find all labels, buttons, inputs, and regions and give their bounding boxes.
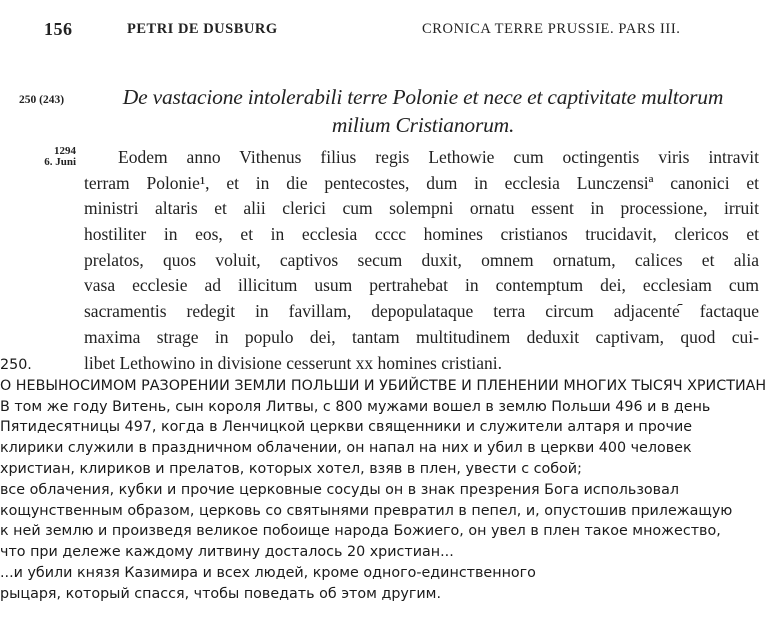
latin-line: ministri altaris et alii clerici cum solempni ornatu essent in processione, irruit — [84, 198, 759, 219]
translation-line: что при дележе каждому литвину досталось 20 христиан... — [0, 544, 454, 561]
translation-line: к ней землю и произведя великое побоище народа Божиего, он увел в плен такое множество, — [0, 523, 721, 540]
translation-heading: О НЕВЫНОСИМОМ РАЗОРЕНИИ ЗЕМЛИ ПОЛЬШИ И УБИЙСТВЕ И ПЛЕНЕНИИ МНОГИХ ТЫСЯЧ ХРИСТИАН — [0, 377, 767, 394]
margin-date — [36, 146, 76, 168]
translation-line: ...и убили князя Казимира и всех людей, кроме одного-единственного — [0, 564, 536, 581]
translation-line: В том же году Витень, сын короля Литвы, с 800 мужами вошел в землю Польши 496 и в день — [0, 398, 711, 415]
margin-day: 6. Juni — [44, 156, 76, 168]
russian-translation — [0, 355, 774, 605]
translation-chapter-number: 250. — [0, 357, 32, 373]
chapter-number: 250 (243) — [19, 94, 65, 106]
page-number: 156 — [44, 19, 73, 39]
latin-line: prelatos, quos voluit, captivos secum duxit, omnem ornatum, calices et alia — [84, 249, 759, 270]
latin-line: libet Lethowino in divisione cesserunt xx homines cristiani. — [84, 352, 502, 373]
translation-line: Пятидесятницы 497, когда в Ленчицкой церкви священники и служители алтаря и прочие — [0, 419, 693, 436]
chapter-title — [92, 83, 754, 139]
translation-line: христиан, клириков и прелатов, которых хотел, взяв в плен, увести с собой; — [0, 460, 582, 477]
latin-line: maxima strage in populo dei, tantam multitudinem deduxit captivam, quod cui- — [84, 326, 759, 347]
translation-line: кощунственным образом, церковь со святынями превратил в пепел, и, опустошив прилежащую — [0, 502, 733, 519]
latin-line: hostiliter in eos, et in ecclesia cccc homines cristianos trucidavit, clericos et — [84, 224, 759, 245]
latin-line: sacramentis redegit in favillam, depopulataque terra circum adjacente᷇ factaque — [84, 301, 759, 322]
translation-line: все облачения, кубки и прочие церковные сосуды он в знак презрения Бога использовал — [0, 481, 679, 498]
chapter-title-line: milium Cristianorum. — [331, 113, 515, 137]
latin-line: terram Polonie¹, et in die pentecostes, dum in ecclesia Lunczensiª canonici et — [84, 172, 759, 193]
translation-line: рыцаря, который спасся, чтобы поведать об этом другим. — [0, 585, 442, 602]
running-author: PETRI DE DUSBURG — [127, 21, 278, 37]
margin-year: 1294 — [54, 145, 76, 157]
translation-line: клирики служили в праздничном облачении, он напал на них и убил в церкви 400 человек — [0, 440, 692, 457]
latin-line: Eodem anno Vithenus filius regis Lethowie cum octingentis viris intravit — [118, 147, 759, 167]
running-title: CRONICA TERRE PRUSSIE. PARS III. — [422, 21, 681, 37]
chapter-title-line: De vastacione intolerabili terre Polonie et nece et captivitate multorum — [122, 85, 724, 109]
latin-line: vasa ecclesie ad illicitum usum pertrahebat in contemptum dei, ecclesiam cum — [84, 275, 759, 296]
latin-text — [84, 145, 759, 376]
